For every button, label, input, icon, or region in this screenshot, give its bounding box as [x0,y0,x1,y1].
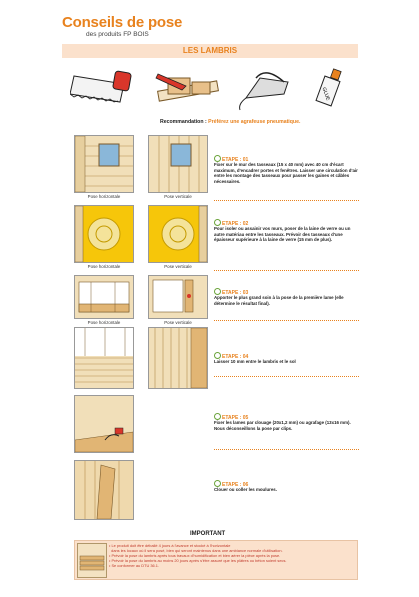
divider [214,449,359,450]
step6-text: Clouer ou coller les moulures. [214,487,277,492]
list-item: • Se conformer au DTU 36.1. [109,563,160,568]
page-title: Conseils de pose [62,14,183,31]
caption-horizontal: Pose horizontale [87,194,121,199]
page-subtitle: des produits FP BOIS [86,31,149,38]
glue-icon [316,69,341,106]
step5-image [74,395,134,453]
step3-vertical-image [148,275,208,319]
step6-title: ETAPE : 06 [214,480,248,488]
step2-vertical-image [148,205,208,263]
step4-horizontal-image [74,327,134,389]
step3-horizontal-image [74,275,134,319]
step6-image [74,460,134,520]
step5-title: ETAPE : 05 [214,413,248,421]
recommendation [160,119,300,125]
step2-title: ETAPE : 02 [214,219,248,227]
divider [214,270,359,271]
step2-text: Pour isoler ou assainir vos murs, poser de la laine de verre ou un autre matériau entre les tasseaux. Prévoir des tasseaux d'une épaisseur supérieure à la laine de verre (15 mm de plus). [214,226,351,243]
step1-horizontal-image [74,135,134,193]
step2-horizontal-image [74,205,134,263]
cutting-tool-icon [156,74,218,101]
step1-vertical-image [148,135,208,193]
list-item: dans les locaux où il sera posé, bien qui seront maintenus dans une ambiance normale d'utilisation. [111,548,283,553]
step1-title: ETAPE : 01 [214,155,248,163]
step5-text: Fixer les lames par clouage (20x1,2 mm) ou agrafage (13x16 mm). Nous déconseillons la pose par clips. [214,420,351,431]
section-header: LES LAMBRIS [62,44,358,58]
saw-icon [70,71,131,102]
caption-vertical: Pose verticale [164,320,192,325]
list-item: • Prévoir la pose du lambris après tous travaux d'humidification et bien aérer la pièce après la pose. [109,553,281,558]
important-title: IMPORTANT [190,531,226,537]
recommendation-text: Préférez une agrafeuse pneumatique. [208,119,301,125]
divider [214,320,359,321]
planks-image [77,543,107,578]
caption-vertical: Pose verticale [164,194,192,199]
step4-vertical-image [148,327,208,389]
step1-text: Fixer sur le mur des tasseaux (15 x 40 mm) avec 40 cm d'écart maximum, d'encadrer portes et fenêtres. Laisser une circulation d'air entre les montage des tasseaux pour passer les gaines et câbles nécessaires. [214,162,358,184]
list-item: • Prévoir la pose du lambris au moins 20 jours après s'être assuré que les plâtres ou béton soient secs. [109,558,287,563]
step3-title: ETAPE : 03 [214,288,248,296]
caption-horizontal: Pose horizontale [87,320,121,325]
important-box [74,540,358,580]
step3-text: Apporter le plus grand soin à la pose de la première lame (elle détermine le résultat final). [214,295,344,306]
divider [214,200,359,201]
list-item: • Le produit doit être déballé 4 jours à l'avance et stocké à l'horizontale [109,543,231,548]
step4-text: Laisser 10 mm entre le lambris et le sol [214,359,296,364]
important-list [109,543,287,568]
svg-text:GLUE: GLUE [320,86,331,102]
step4-title: ETAPE : 04 [214,352,248,360]
tools-illustration [70,64,360,112]
recommendation-label: Recommandation : [160,119,207,125]
divider [214,376,359,377]
caption-horizontal: Pose horizontale [87,264,121,269]
caption-vertical: Pose verticale [164,264,192,269]
stapler-icon [240,73,288,110]
